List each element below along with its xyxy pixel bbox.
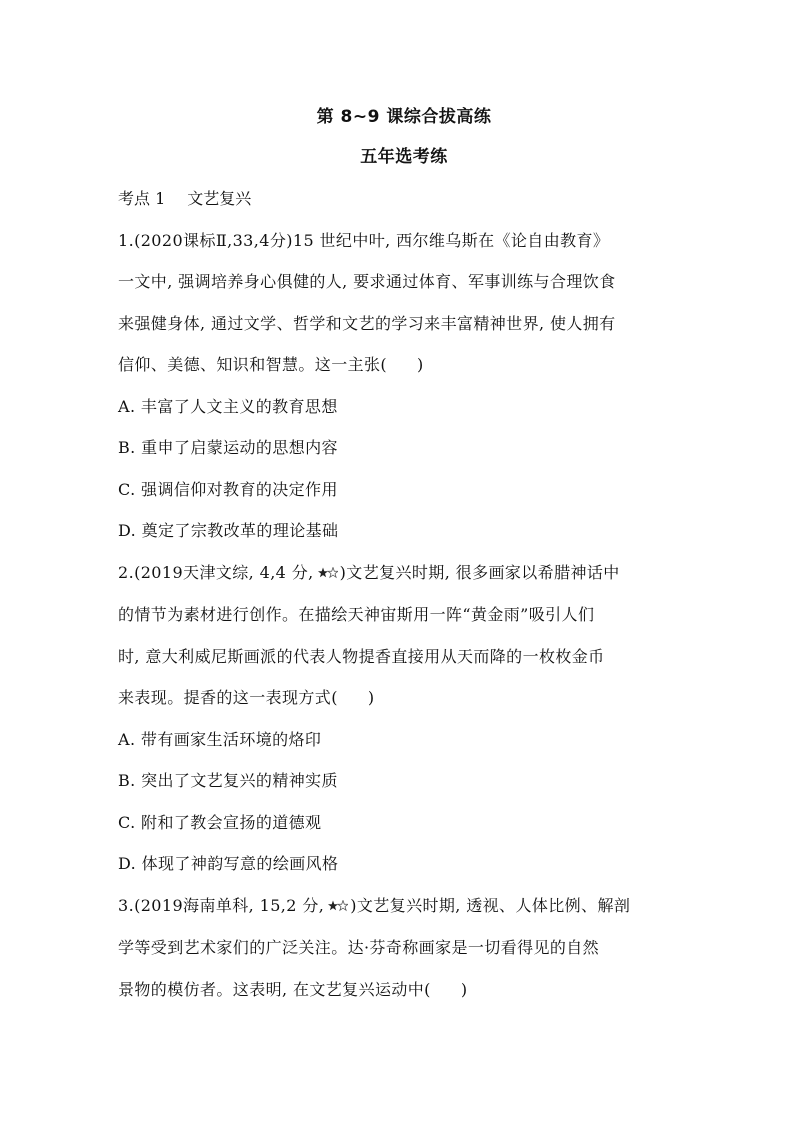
question-1-line-1 <box>118 220 690 262</box>
question-2-number: 2. <box>118 562 135 582</box>
question-2-option-d: D. 体现了神韵写意的绘画风格 <box>118 854 339 873</box>
question-1-source: (2020课标Ⅱ,33,4分) <box>134 230 293 250</box>
difficulty-stars-icon <box>318 553 338 595</box>
question-1-option-a: A. 丰富了人文主义的教育思想 <box>118 396 338 416</box>
page-subtitle: 五年选考练 <box>360 147 448 167</box>
question-2-line-4 <box>118 677 690 719</box>
question-2-line-1 <box>118 552 690 595</box>
question-1-text-1: 15 世纪中叶, 西尔维乌斯在《论自由教育》 <box>292 230 610 250</box>
section-name: 文艺复兴 <box>187 189 252 208</box>
question-3-text-1: 文艺复兴时期, 透视、人体比例、解剖 <box>356 895 631 915</box>
question-3-number: 3. <box>118 895 135 915</box>
question-3-line-3 <box>118 969 690 1011</box>
question-3-line-1 <box>118 885 690 928</box>
question-3-paren-close: ) <box>460 979 468 999</box>
question-1-option-c: C. 强调信仰对教育的决定作用 <box>118 479 338 499</box>
question-1-line-4 <box>118 344 690 386</box>
difficulty-stars-icon <box>328 886 348 928</box>
question-1-line-2: 一文中, 强调培养身心俱健的人, 要求通过体育、军事训练与合理饮食 <box>118 272 616 291</box>
question-2-option-a: A. 带有画家生活环境的烙印 <box>118 729 322 749</box>
question-2-text-4: 来表现。提香的这一表现方式( <box>118 688 338 707</box>
question-1-line-3: 来强健身体, 通过文学、哲学和文艺的学习来丰富精神世界, 使人拥有 <box>118 313 616 333</box>
question-1-paren-close: ) <box>417 355 424 374</box>
question-2-paren-close: ) <box>367 688 375 707</box>
section-label: 考点 1 <box>118 189 166 208</box>
question-1-option-b: B. 重申了启蒙运动的思想内容 <box>118 438 338 457</box>
question-1 <box>118 220 690 552</box>
question-1-text-4: 信仰、美德、知识和智慧。这一主张( <box>118 355 388 374</box>
question-2-option-c: C. 附和了教会宣扬的道德观 <box>118 812 322 832</box>
question-2-line-2: 的情节为素材进行创作。在描绘天神宙斯用一阵“黄金雨”吸引人们 <box>118 605 595 624</box>
question-3-source: (2019海南单科, 15,2 分, <box>134 895 325 915</box>
document-page <box>118 100 690 1010</box>
question-3-source-tail: ) <box>350 895 357 915</box>
question-3-text-3: 景物的模仿者。这表明, 在文艺复兴运动中( <box>118 979 431 999</box>
question-3 <box>118 885 690 1011</box>
question-2-text-1: 文艺复兴时期, 很多画家以希腊神话中 <box>346 562 620 582</box>
question-2 <box>118 552 690 885</box>
question-2-line-3: 时, 意大利威尼斯画派的代表人物提香直接用从天而降的一枚枚金币 <box>118 646 605 666</box>
question-2-source-tail: ) <box>339 562 347 582</box>
question-1-number: 1. <box>118 230 135 250</box>
section-heading <box>118 178 690 220</box>
question-2-option-b: B. 突出了文艺复兴的精神实质 <box>118 771 338 790</box>
question-3-line-2: 学等受到艺术家们的广泛关注。达·芬奇称画家是一切看得见的自然 <box>118 938 600 957</box>
page-title: 第 8~9 课综合拔高练 <box>316 107 492 127</box>
question-2-source: (2019天津文综, 4,4 分, <box>134 562 314 582</box>
question-1-option-d: D. 奠定了宗教改革的理论基础 <box>118 521 339 540</box>
